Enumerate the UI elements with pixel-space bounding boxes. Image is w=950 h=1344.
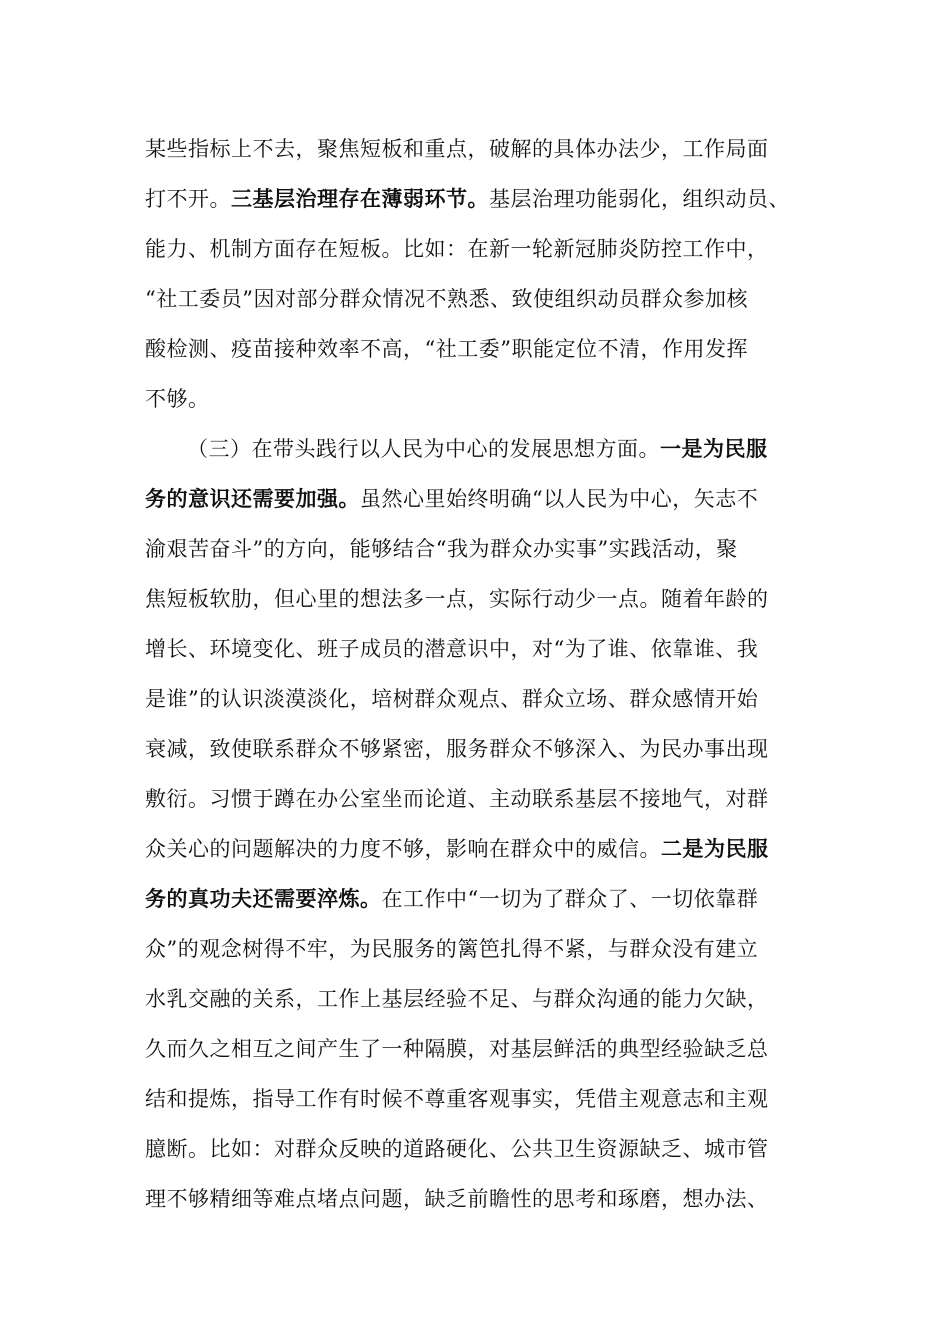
text-line (145, 374, 805, 424)
bold-heading-text: 一是为民服 (660, 436, 768, 461)
body-text: 水乳交融的关系，工作上基层经验不足、与群众沟通的能力欠缺， (145, 987, 769, 1011)
body-text: 臆断。比如：对群众反映的道路硬化、公共卫生资源缺乏、城市管 (145, 1137, 769, 1161)
text-line (145, 574, 805, 624)
body-text: 能力、机制方面存在短板。比如：在新一轮新冠肺炎防控工作中， (145, 237, 769, 261)
body-text: 增长、环境变化、班子成员的潜意识中，对“为了谁、依靠谁、我 (145, 637, 759, 661)
body-text: 是谁”的认识淡漠淡化，培树群众观点、群众立场、群众感情开始 (145, 687, 759, 711)
text-line (145, 774, 805, 824)
text-line (145, 324, 805, 374)
body-text: 众关心的问题解决的力度不够，影响在群众中的威信。 (145, 837, 661, 861)
body-text: 结和提炼，指导工作有时候不尊重客观事实，凭借主观意志和主观 (145, 1087, 769, 1111)
body-text: 理不够精细等难点堵点问题，缺乏前瞻性的思考和琢磨，想办法、 (145, 1187, 769, 1211)
body-text: “社工委员”因对部分群众情况不熟悉、致使组织动员群众参加核 (145, 287, 748, 311)
text-line (145, 1174, 805, 1224)
body-text: 衰减，致使联系群众不够紧密，服务群众不够深入、为民办事出现 (145, 737, 769, 761)
body-text: 众”的观念树得不牢，为民服务的篱笆扎得不紧，与群众没有建立 (145, 937, 759, 961)
bold-heading-text: 务的真功夫还需要淬炼。 (145, 886, 382, 911)
body-text: 敷衍。习惯于蹲在办公室坐而论道、主动联系基层不接地气，对群 (145, 787, 769, 811)
body-text: 虽然心里始终明确“以人民为中心，矢志不 (360, 487, 759, 511)
body-text: 打不开。 (145, 187, 231, 211)
text-line (145, 224, 805, 274)
bold-heading-text: 务的意识还需要加强。 (145, 486, 360, 511)
body-text: 某些指标上不去，聚焦短板和重点，破解的具体办法少，工作局面 (145, 137, 769, 161)
text-line (145, 1024, 805, 1074)
text-line (145, 824, 805, 874)
bold-heading-text: 二是为民服 (661, 836, 769, 861)
body-text: 渝艰苦奋斗”的方向，能够结合“我为群众办实事”实践活动，聚 (145, 537, 738, 561)
body-text: 焦短板软肋，但心里的想法多一点，实际行动少一点。随着年龄的 (145, 587, 769, 611)
text-line (145, 974, 805, 1024)
text-line (145, 624, 805, 674)
body-text: （三）在带头践行以人民为中心的发展思想方面。 (187, 437, 660, 461)
text-line (145, 524, 805, 574)
text-line (145, 874, 805, 924)
text-line (145, 424, 805, 474)
body-text: 久而久之相互之间产生了一种隔膜，对基层鲜活的典型经验缺乏总 (145, 1037, 769, 1061)
text-line (145, 1124, 805, 1174)
text-line (145, 274, 805, 324)
document-body (145, 124, 805, 1224)
bold-heading-text: 三基层治理存在薄弱环节。 (231, 186, 489, 211)
body-text: 基层治理功能弱化，组织动员、 (489, 187, 790, 211)
text-line (145, 724, 805, 774)
body-text: 酸检测、疫苗接种效率不高，“社工委”职能定位不清，作用发挥 (145, 337, 748, 361)
text-line (145, 1074, 805, 1124)
text-line (145, 124, 805, 174)
body-text: 在工作中“一切为了群众了、一切依靠群 (381, 887, 759, 911)
text-line (145, 174, 805, 224)
body-text: 不够。 (145, 387, 210, 411)
text-line (145, 924, 805, 974)
text-line (145, 474, 805, 524)
text-line (145, 674, 805, 724)
